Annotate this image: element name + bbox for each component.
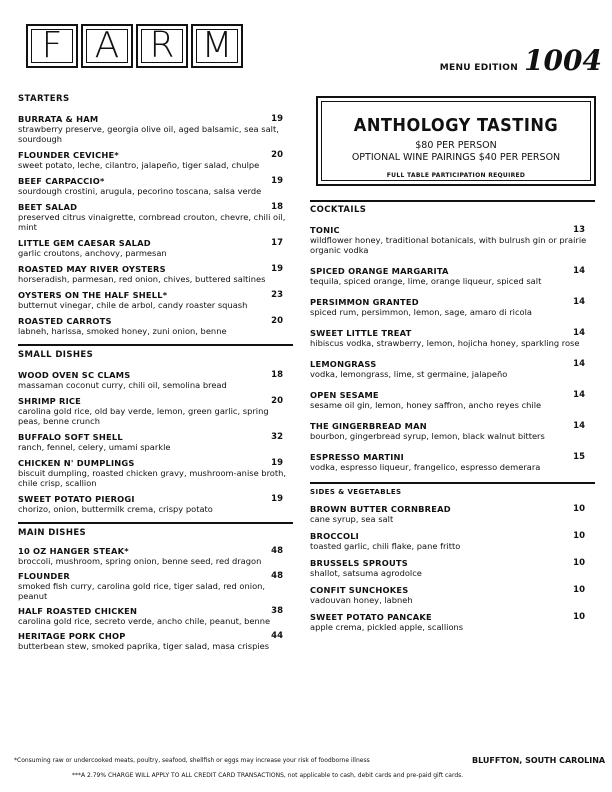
tasting-note: FULL TABLE PARTICIPATION REQUIRED	[386, 172, 526, 179]
menu-item	[18, 631, 293, 651]
item-price: 19	[271, 494, 283, 504]
item-price: 20	[271, 396, 283, 406]
menu-item	[18, 370, 293, 390]
tasting-pairing: OPTIONAL WINE PAIRINGS $40 PER PERSON	[351, 152, 561, 163]
item-price: 14	[573, 297, 585, 307]
logo-letter: R	[136, 24, 188, 68]
item-price: 17	[271, 238, 283, 248]
item-name: FLOUNDER CEVICHE*	[18, 150, 119, 160]
menu-item	[310, 266, 595, 286]
item-price: 20	[271, 150, 283, 160]
item-name: SWEET POTATO PANCAKE	[310, 612, 432, 622]
item-name: BEET SALAD	[18, 202, 78, 212]
item-desc: sesame oil gin, lemon, honey saffron, ancho reyes chile	[310, 400, 542, 410]
item-name: SWEET POTATO PIEROGI	[18, 494, 135, 504]
item-price: 10	[573, 612, 585, 622]
tasting-box	[316, 96, 596, 186]
item-price: 10	[573, 504, 585, 514]
item-desc: wildflower honey, traditional botanicals, with bulrush gin or prairie organic vodka	[310, 235, 587, 255]
item-desc: carolina gold rice, old bay verde, lemon, green garlic, spring peas, benne crunch	[18, 406, 269, 426]
item-desc: butterbean stew, smoked paprika, tiger salad, masa crispies	[18, 641, 270, 651]
item-price: 44	[271, 631, 283, 641]
item-name: PERSIMMON GRANTED	[310, 297, 419, 307]
item-name: BUFFALO SOFT SHELL	[18, 432, 123, 442]
menu-item	[310, 390, 595, 410]
item-price: 48	[271, 571, 283, 581]
item-name: SWEET LITTLE TREAT	[310, 328, 412, 338]
menu-item	[18, 546, 293, 566]
item-name: ESPRESSO MARTINI	[310, 452, 404, 462]
item-name: OYSTERS ON THE HALF SHELL*	[18, 290, 168, 300]
item-price: 14	[573, 266, 585, 276]
menu-item	[18, 202, 293, 232]
item-desc: massaman coconut curry, chili oil, semolina bread	[18, 380, 227, 390]
item-name: LEMONGRASS	[310, 359, 377, 369]
item-desc: ranch, fennel, celery, umami sparkle	[18, 442, 171, 452]
menu-item	[310, 504, 595, 524]
item-name: OPEN SESAME	[310, 390, 379, 400]
item-price: 20	[271, 316, 283, 326]
item-price: 14	[573, 421, 585, 431]
item-desc: vodka, espresso liqueur, frangelico, espresso demerara	[310, 462, 541, 472]
item-name: ROASTED CARROTS	[18, 316, 112, 326]
right-column	[310, 200, 595, 632]
item-price: 10	[573, 585, 585, 595]
item-name: HALF ROASTED CHICKEN	[18, 606, 138, 616]
credit-card-surcharge: ***A 2.79% CHARGE WILL APPLY TO ALL CREDIT CARD TRANSACTIONS, not applicable to cash, debit cards and pre-paid gift cards.	[72, 772, 464, 779]
left-column	[18, 94, 293, 651]
small-dishes-section	[18, 350, 293, 514]
item-desc: butternut vinegar, chile de arbol, candy roaster squash	[18, 300, 248, 310]
item-desc: bourbon, gingerbread syrup, lemon, black walnut bitters	[310, 431, 545, 441]
item-desc: carolina gold rice, secreto verde, ancho chile, peanut, benne	[18, 616, 271, 626]
menu-item	[18, 150, 293, 170]
menu-item	[18, 571, 293, 601]
item-desc: chorizo, onion, buttermilk crema, crispy potato	[18, 504, 213, 514]
starters-section	[18, 94, 293, 336]
menu-item	[310, 328, 595, 348]
menu-item	[18, 432, 293, 452]
item-desc: labneh, harissa, smoked honey, zuni onion, benne	[18, 326, 227, 336]
item-name: WOOD OVEN SC CLAMS	[18, 370, 131, 380]
item-desc: cane syrup, sea salt	[310, 514, 394, 524]
item-name: LITTLE GEM CAESAR SALAD	[18, 238, 151, 248]
menu-item	[18, 290, 293, 310]
item-desc: strawberry preserve, georgia olive oil, aged balsamic, sea salt, sourdough	[18, 124, 279, 144]
menu-item	[18, 396, 293, 426]
section-divider	[310, 200, 595, 202]
item-price: 32	[271, 432, 283, 442]
item-desc: shallot, satsuma agrodolce	[310, 568, 422, 578]
item-desc: biscuit dumpling, roasted chicken gravy, mushroom-anise broth, chile crisp, scallion	[18, 468, 287, 488]
item-name: TONIC	[310, 225, 340, 235]
item-desc: apple crema, pickled apple, scallions	[310, 622, 464, 632]
item-price: 19	[271, 114, 283, 124]
item-name: BROWN BUTTER CORNBREAD	[310, 504, 451, 514]
item-name: BEEF CARPACCIO*	[18, 176, 105, 186]
section-heading: SIDES & VEGETABLES	[310, 488, 402, 496]
item-price: 38	[271, 606, 283, 616]
menu-item	[18, 264, 293, 284]
section-divider	[18, 522, 293, 524]
item-name: HERITAGE PORK CHOP	[18, 631, 126, 641]
section-divider	[18, 344, 293, 346]
tasting-price: $80 PER PERSON	[415, 140, 497, 151]
item-desc: hibiscus vodka, strawberry, lemon, hojicha honey, sparkling rose	[310, 338, 580, 348]
item-name: BURRATA & HAM	[18, 114, 99, 124]
item-desc: spiced rum, persimmon, lemon, sage, amaro di ricola	[310, 307, 532, 317]
item-price: 18	[271, 202, 283, 212]
item-price: 15	[573, 452, 585, 462]
item-desc: broccoli, mushroom, spring onion, benne seed, red dragon	[18, 556, 262, 566]
logo-letter: A	[81, 24, 133, 68]
item-price: 19	[271, 458, 283, 468]
item-name: THE GINGERBREAD MAN	[310, 421, 427, 431]
item-price: 19	[271, 264, 283, 274]
item-name: SPICED ORANGE MARGARITA	[310, 266, 449, 276]
menu-item	[310, 585, 595, 605]
item-price: 13	[573, 225, 585, 235]
sides-section	[310, 488, 595, 632]
item-desc: horseradish, parmesan, red onion, chives, buttered saltines	[18, 274, 266, 284]
item-price: 19	[271, 176, 283, 186]
menu-item	[310, 421, 595, 441]
item-name: FLOUNDER	[18, 571, 70, 581]
item-price: 10	[573, 558, 585, 568]
menu-item	[310, 225, 595, 255]
item-name: BRUSSELS SPROUTS	[310, 558, 408, 568]
menu-item	[310, 558, 595, 578]
cocktails-section	[310, 205, 595, 472]
item-price: 10	[573, 531, 585, 541]
menu-item	[18, 114, 293, 144]
item-name: ROASTED MAY RIVER OYSTERS	[18, 264, 166, 274]
item-price: 14	[573, 390, 585, 400]
menu-item	[18, 316, 293, 336]
item-price: 23	[271, 290, 283, 300]
item-desc: vodka, lemongrass, lime, st germaine, jalapeño	[310, 369, 508, 379]
item-name: SHRIMP RICE	[18, 396, 82, 406]
item-desc: sourdough crostini, arugula, pecorino toscana, salsa verde	[18, 186, 262, 196]
menu-item	[310, 612, 595, 632]
section-divider	[310, 482, 595, 484]
menu-item	[310, 452, 595, 472]
location: BLUFFTON, SOUTH CAROLINA	[472, 756, 606, 765]
main-dishes-section	[18, 528, 293, 651]
item-name: CHICKEN N' DUMPLINGS	[18, 458, 135, 468]
item-desc: toasted garlic, chili flake, pane fritto	[310, 541, 461, 551]
item-name: BROCCOLI	[310, 531, 359, 541]
section-heading: SMALL DISHES	[18, 350, 94, 360]
item-desc: smoked fish curry, carolina gold rice, tiger salad, red onion, peanut	[18, 581, 266, 601]
menu-item	[18, 494, 293, 514]
section-heading: STARTERS	[18, 94, 70, 104]
item-desc: garlic croutons, anchovy, parmesan	[18, 248, 167, 258]
menu-item	[18, 176, 293, 196]
consumer-advisory: *Consuming raw or undercooked meats, poultry, seafood, shellfish or eggs may increase your risk of foodborne illness	[14, 757, 370, 764]
section-heading: COCKTAILS	[310, 205, 367, 215]
item-desc: preserved citrus vinaigrette, cornbread crouton, chevre, chili oil, mint	[18, 212, 286, 232]
menu-item	[310, 359, 595, 379]
item-desc: tequila, spiced orange, lime, orange liqueur, spiced salt	[310, 276, 542, 286]
logo-letter: M	[191, 24, 243, 68]
menu-item	[18, 606, 293, 626]
item-price: 48	[271, 546, 283, 556]
item-desc: vadouvan honey, labneh	[310, 595, 413, 605]
item-name: CONFIT SUNCHOKES	[310, 585, 409, 595]
item-name: 10 OZ HANGER STEAK*	[18, 546, 129, 556]
section-heading: MAIN DISHES	[18, 528, 87, 538]
menu-edition	[440, 44, 602, 77]
item-desc: sweet potato, leche, cilantro, jalapeño, tiger salad, chulpe	[18, 160, 260, 170]
menu-edition-number: 1004	[524, 44, 602, 77]
tasting-title: ANTHOLOGY TASTING	[353, 115, 559, 136]
farm-logo	[26, 24, 243, 68]
menu-item	[18, 458, 293, 488]
menu-item	[18, 238, 293, 258]
menu-item	[310, 297, 595, 317]
item-price: 14	[573, 328, 585, 338]
item-price: 18	[271, 370, 283, 380]
item-price: 14	[573, 359, 585, 369]
menu-item	[310, 531, 595, 551]
logo-letter: F	[26, 24, 78, 68]
menu-edition-label: MENU EDITION	[439, 63, 519, 73]
